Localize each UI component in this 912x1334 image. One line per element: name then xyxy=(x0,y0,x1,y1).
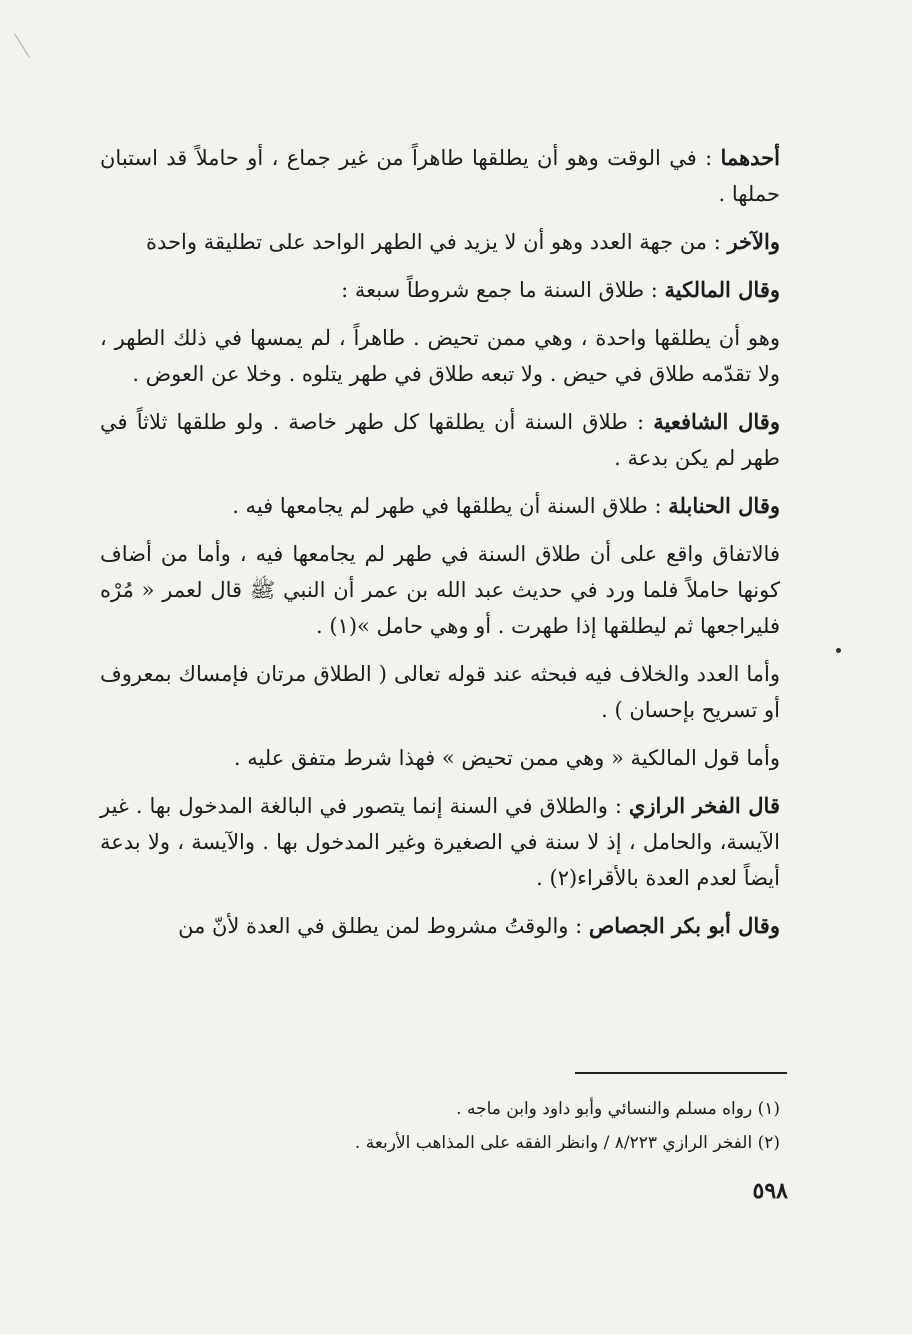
paragraph-lead: وقال الحنابلة xyxy=(668,493,780,518)
scan-ink-dot xyxy=(836,648,841,653)
paragraph-text: وأما قول المالكية « وهي ممن تحيض » فهذا شرط متفق عليه . xyxy=(233,746,780,770)
footnote-1: (١) رواه مسلم والنسائي وأبو داود وابن ماجه . xyxy=(456,1099,780,1119)
paragraph-9 xyxy=(100,740,780,776)
footnote-2: (٢) الفخر الرازي ٨/٢٢٣ / وانظر الفقه على المذاهب الأربعة . xyxy=(354,1133,780,1153)
paragraph-5 xyxy=(100,404,780,476)
paragraph-text: : طلاق السنة أن يطلقها في طهر لم يجامعها فيه . xyxy=(232,494,669,518)
paragraph-3 xyxy=(100,272,780,308)
paragraph-text: : والطلاق في السنة إنما يتصور في البالغة المدخول بها . غير الآيسة، والحامل ، إذ لا سنة في الصغيرة وغير المدخول بها . والآيسة ، ولا بدعة أيضاً لعدم العدة بالأقراء(٢) . xyxy=(100,794,780,890)
paragraph-lead: أحدهما xyxy=(720,145,780,170)
paragraph-text: : من جهة العدد وهو أن لا يزيد في الطهر الواحد على تطليقة واحدة xyxy=(146,230,728,254)
paragraph-text: : في الوقت وهو أن يطلقها طاهراً من غير جماع ، أو حاملاً قد استبان حملها . xyxy=(100,146,780,206)
paragraph-lead: والآخر xyxy=(727,229,780,254)
paragraph-11 xyxy=(100,908,780,944)
paragraph-4 xyxy=(100,320,780,392)
page-number: ٥٩٨ xyxy=(752,1178,788,1204)
paragraph-10 xyxy=(100,788,780,896)
paragraph-text: : طلاق السنة ما جمع شروطاً سبعة : xyxy=(341,278,665,302)
footnote-divider xyxy=(575,1072,787,1074)
paragraph-text: : والوقتُ مشروط لمن يطلق في العدة لأنّ من xyxy=(178,914,589,938)
paragraph-lead: وقال الشافعية xyxy=(653,409,780,434)
paragraph-lead: وقال المالكية xyxy=(664,277,780,302)
paragraph-text: : طلاق السنة أن يطلقها كل طهر خاصة . ولو طلقها ثلاثاً في طهر لم يكن بدعة . xyxy=(100,410,780,470)
paragraph-6 xyxy=(100,488,780,524)
paragraph-text: وأما العدد والخلاف فيه فبحثه عند قوله تعالى ( الطلاق مرتان فإمساك بمعروف أو تسريح بإحسان ) . xyxy=(100,662,780,722)
paragraph-text: فالاتفاق واقع على أن طلاق السنة في طهر لم يجامعها فيه ، وأما من أضاف كونها حاملاً فلما ورد في حديث عبد الله بن عمر أن النبي ﷺ قال لعمر « مُرْه فليراجعها ثم ليطلقها إذا طهرت . أو وهي حامل »(١) . xyxy=(100,542,780,638)
scan-scratch-mark xyxy=(14,33,30,57)
paragraph-8 xyxy=(100,656,780,728)
paragraph-lead: قال الفخر الرازي xyxy=(628,793,780,818)
paragraph-7 xyxy=(100,536,780,644)
paragraph-1 xyxy=(100,140,780,212)
paragraph-text: وهو أن يطلقها واحدة ، وهي ممن تحيض . طاهراً ، لم يمسها في ذلك الطهر ، ولا تقدّمه طلاق في حيض . ولا تبعه طلاق في طهر يتلوه . وخلا عن العوض . xyxy=(100,326,780,386)
footnotes xyxy=(220,1092,780,1160)
paragraph-2 xyxy=(100,224,780,260)
main-text xyxy=(100,140,780,956)
paragraph-lead: وقال أبو بكر الجصاص xyxy=(588,913,780,938)
